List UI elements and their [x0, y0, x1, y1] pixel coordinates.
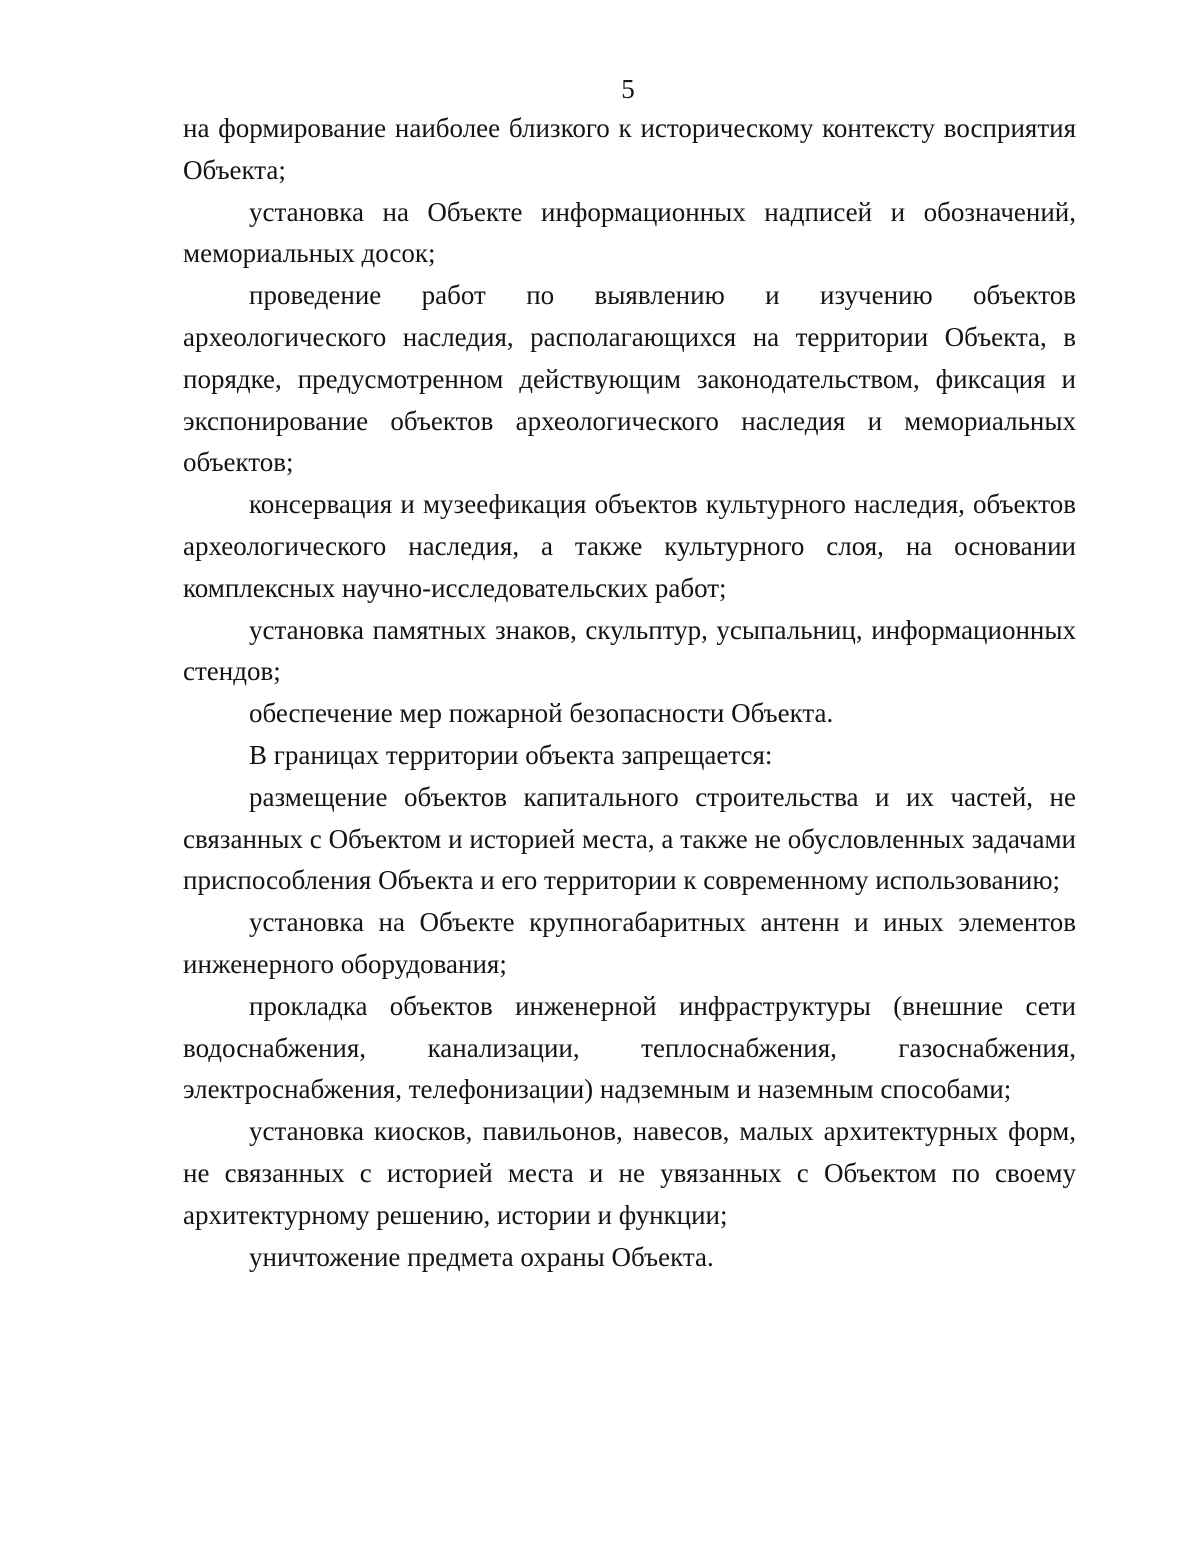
- paragraph: В границах территории объекта запрещается:: [249, 739, 773, 770]
- paragraph: уничтожение предмета охраны Объекта.: [249, 1241, 714, 1272]
- paragraph: установка памятных знаков, скульптур, усыпальниц, информационных стендов;: [183, 614, 1076, 687]
- paragraph: установка киосков, павильонов, навесов, малых архитектурных форм, не связанных с историей места и не увязанных с Объектом по своему архитектурному решению, истории и функции;: [183, 1116, 1076, 1230]
- paragraph: установка на Объекте крупногабаритных антенн и иных элементов инженерного оборудования;: [183, 907, 1076, 979]
- paragraph: обеспечение мер пожарной безопасности Объекта.: [249, 698, 834, 729]
- paragraph: проведение работ по выявлению и изучению объектов археологического наследия, располагающихся на территории Объекта, в порядке, предусмотренном действующим законодательством, фиксация и экспонирование объектов археологического наследия и мемориальных объектов;: [183, 280, 1076, 478]
- paragraph: прокладка объектов инженерной инфраструктуры (внешние сети водоснабжения, канализации, теплоснабжения, газоснабжения, электроснабжения, телефонизации) надземным и наземным способами;: [183, 990, 1076, 1105]
- paragraph: консервация и музеефикация объектов культурного наследия, объектов археологического наследия, а также культурного слоя, на основании комплексных научно-исследовательских работ;: [183, 489, 1076, 603]
- page-number: 5: [621, 74, 635, 104]
- paragraph: установка на Объекте информационных надписей и обозначений, мемориальных досок;: [183, 196, 1076, 269]
- paragraph: на формирование наиболее близкого к историческому контексту восприятия Объекта;: [183, 113, 1076, 185]
- paragraph: размещение объектов капитального строительства и их частей, не связанных с Объектом и историей места, а также не обусловленных задачами приспособления Объекта и его территории к современному использованию;: [183, 781, 1076, 896]
- document-body: [183, 108, 1076, 1278]
